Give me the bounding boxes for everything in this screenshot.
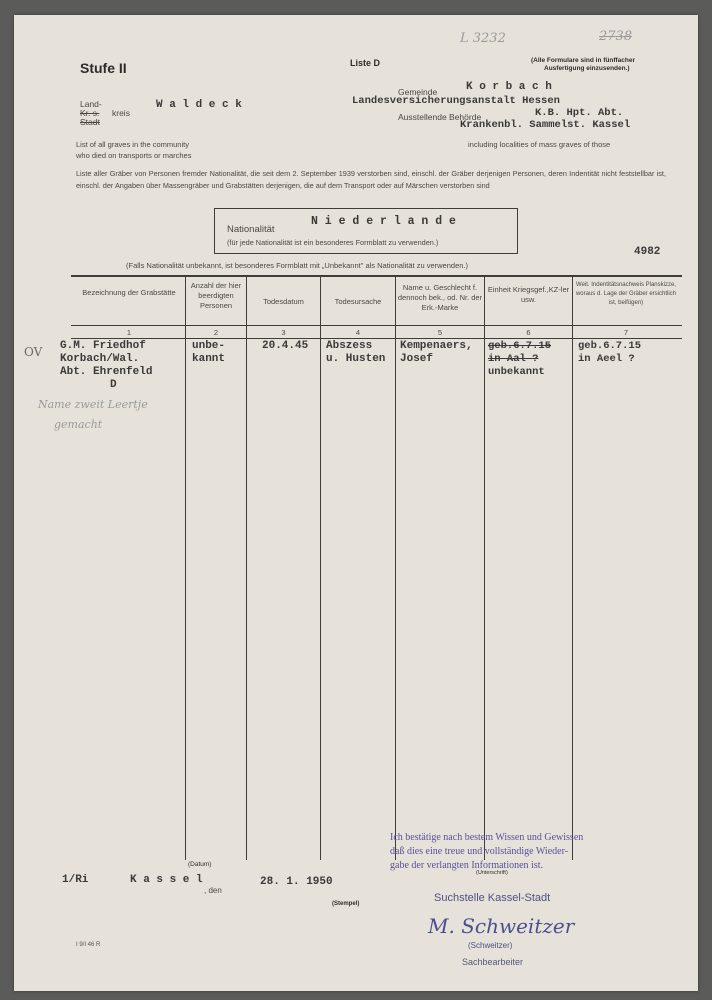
column-number: 2 xyxy=(213,328,219,337)
column-header: Todesdatum xyxy=(263,297,304,306)
table-top-rule xyxy=(71,275,682,277)
cause-line-1: Abszess xyxy=(326,340,373,352)
stamp-line-2: daß dies eine treue und vollständige Wieder- xyxy=(390,846,569,857)
column-divider xyxy=(320,276,321,860)
stufe-label: Stufe II xyxy=(80,60,127,76)
pencil-reference: L 3232 xyxy=(460,31,506,46)
land-label: Land- xyxy=(80,99,102,109)
death-date: 20.4.45 xyxy=(262,340,309,352)
behoerde-line-1: Landesversicherungsanstalt Hessen xyxy=(352,95,560,107)
behoerde-label: Ausstellende Behörde xyxy=(398,112,482,122)
pencil-note-2: gemacht xyxy=(54,418,103,431)
name-line-1: Kempenaers, xyxy=(400,340,473,352)
pencil-note-1: Name zweit Leertje xyxy=(38,398,148,411)
schweitzer-label: (Schweitzer) xyxy=(468,941,513,950)
identity-line-1: geb.6.7.15 xyxy=(578,340,642,352)
behoerde-line-3: Krankenbl. Sammelst. Kassel xyxy=(460,119,631,131)
grave-location-line-1: G.M. Friedhof xyxy=(60,340,146,352)
gemeinde-value: K o r b a c h xyxy=(466,81,552,93)
table-header-rule xyxy=(71,325,682,326)
column-number: 4 xyxy=(355,328,361,337)
stadt-label: Stadt xyxy=(80,117,100,127)
cause-line-2: u. Husten xyxy=(326,353,386,365)
english-line-2: who died on transports or marches xyxy=(76,151,192,160)
unit-struck-line-1: geb.6.7.15 xyxy=(488,340,552,352)
gemeinde-label: Gemeinde xyxy=(398,87,438,97)
column-header: Anzahl der hier beerdigten Personen xyxy=(190,281,242,310)
column-divider xyxy=(572,276,573,860)
count-line-2: kannt xyxy=(192,353,226,365)
english-line-right: including localities of mass graves of those xyxy=(468,140,611,149)
signature: M. Schweitzer xyxy=(428,914,575,938)
column-divider xyxy=(185,276,186,860)
nationalitaet-box xyxy=(214,208,518,254)
nationalitaet-note: (für jede Nationalität ist ein besonderes Formblatt zu verwenden.) xyxy=(227,238,439,247)
stamp-line-3: gabe der verlangten Informationen ist. xyxy=(390,860,543,871)
document-number: 4982 xyxy=(634,246,661,258)
date-value: 28. 1. 1950 xyxy=(260,876,333,888)
column-number: 3 xyxy=(281,328,286,337)
column-header: Bezeichnung der Grabstätte xyxy=(82,288,176,297)
table-number-rule xyxy=(71,338,682,339)
column-number: 7 xyxy=(623,328,629,337)
column-divider xyxy=(246,276,247,860)
suchstelle-stamp: Suchstelle Kassel-Stadt xyxy=(434,892,551,904)
form-sheet xyxy=(14,15,698,991)
form-code: I 9/I 46 R xyxy=(76,942,101,948)
den-label: , den xyxy=(204,886,222,895)
unterschrift-label: (Unterschrift) xyxy=(476,870,508,876)
place-value: K a s s e l xyxy=(130,874,203,886)
liste-label: Liste D xyxy=(350,58,381,68)
name-line-2: Josef xyxy=(400,353,434,365)
kreis-struck: Kr. s. xyxy=(80,108,100,118)
ov-mark: OV xyxy=(24,345,43,359)
kreis-label: kreis xyxy=(112,108,130,118)
sachbearbeiter-label: Sachbearbeiter xyxy=(462,957,524,967)
pencil-reference-struck: 2738 xyxy=(599,29,633,44)
nationalitaet-label: Nationalität xyxy=(227,224,275,235)
grave-location-line-4: D xyxy=(110,379,117,391)
column-header: Name u. Geschlecht f. dennoch bek., od. Nr. der Erk.-Marke xyxy=(397,283,483,312)
english-line-1: List of all graves in the community xyxy=(76,140,189,149)
kreis-value: W a l d e c k xyxy=(156,99,242,111)
datum-label: (Datum) xyxy=(188,861,212,868)
stamp-line-1: Ich bestätige nach bestem Wissen und Gewissen xyxy=(390,832,584,843)
grave-location-line-2: Korbach/Wal. xyxy=(60,353,140,365)
column-header: Weit. Indentitätsnachweis Planskizze, woraus d. Lage der Gräber ersichtlich ist, beifügen) xyxy=(575,282,677,306)
stempel-label: (Stempel) xyxy=(332,901,360,907)
formular-note-2: Ausfertigung einzusenden.) xyxy=(544,65,630,72)
column-number: 6 xyxy=(526,328,531,337)
unit-struck-line-2: in Aal ? xyxy=(488,353,539,365)
count-line-1: unbe- xyxy=(192,340,226,352)
identity-line-2: in Aeel ? xyxy=(578,353,635,365)
reference-prefix: 1/Ri xyxy=(62,874,89,886)
column-header: Todesursache xyxy=(334,297,382,306)
behoerde-line-2: K.B. Hpt. Abt. xyxy=(535,107,624,119)
intro-paragraph: Liste aller Gräber von Personen fremder Nationalität, die seit dem 2. September 1939 verstorben sind, einschl. der Gräber derjenigen Personen, deren Indentität nicht feststellbar ist, einschl. der Angaben über Massengräber und Grabstätten derjenigen, die auf dem Transport oder auf Märschen verstorben sind xyxy=(76,169,666,190)
column-header: Einheit Kriegsgef.,KZ-ler usw. xyxy=(487,285,570,304)
column-divider xyxy=(395,276,396,860)
nationalitaet-value: N i e d e r l a n d e xyxy=(311,215,456,228)
column-number: 5 xyxy=(437,328,443,337)
formular-note-1: (Alle Formulare sind in fünffacher xyxy=(531,57,636,64)
column-divider xyxy=(484,276,485,860)
unit-value: unbekannt xyxy=(488,366,545,378)
unbekannt-note: (Falls Nationalität unbekannt, ist besonderes Formblatt mit „Unbekannt" als Nationalität zu verwenden.) xyxy=(126,261,468,270)
column-number: 1 xyxy=(126,328,132,337)
grave-location-line-3: Abt. Ehrenfeld xyxy=(60,366,153,378)
